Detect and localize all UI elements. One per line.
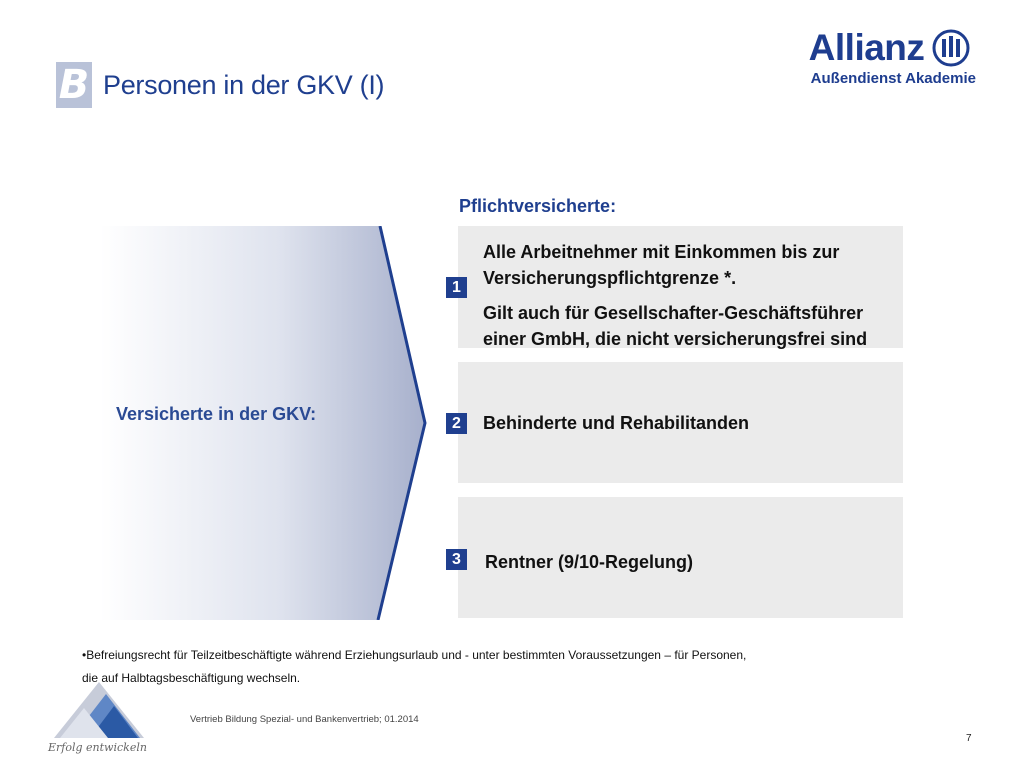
page-title: Personen in der GKV (I) (103, 70, 385, 100)
page-number: 7 (966, 733, 972, 744)
section-heading: Pflichtversicherte: (459, 196, 617, 216)
item-3-text: Rentner (9/10-Regelung) (485, 552, 694, 572)
footer-note: Vertrieb Bildung Spezial- und Bankenvertrieb; 01.2014 (190, 714, 419, 725)
footnote-text: Befreiungsrecht für Teilzeitbeschäftigte während Erziehungsurlaub und - unter bestimmten Voraussetzungen – für Personen, die auf Halbtagsbeschäftigung wechseln. (82, 648, 747, 685)
footnote-bullet: • (82, 648, 87, 662)
allianz-eagle-icon (932, 29, 970, 67)
item-number-2: 2 (446, 413, 467, 434)
logo-caption: Erfolg entwickeln (48, 741, 147, 754)
item-1-text-b: Gilt auch für Gesellschafter-Geschäftsführer einer GmbH, die nicht versicherungsfrei sind (483, 303, 868, 349)
gkv-label: Versicherte in der GKV: (116, 404, 317, 424)
item-2-text: Behinderte und Rehabilitanden (483, 413, 750, 433)
brand-name: Allianz (808, 27, 925, 68)
item-1-text-a: Alle Arbeitnehmer mit Einkommen bis zur Versicherungspflichtgrenze *. (483, 242, 840, 288)
erfolg-logo-icon (44, 676, 154, 756)
footnote (82, 644, 762, 690)
item-number-1: 1 (446, 277, 467, 298)
item-number-3: 3 (446, 549, 467, 570)
brand-subtitle: Außendienst Akademie (810, 70, 976, 87)
brand-logo (809, 28, 976, 87)
section-badge: B (56, 62, 92, 108)
